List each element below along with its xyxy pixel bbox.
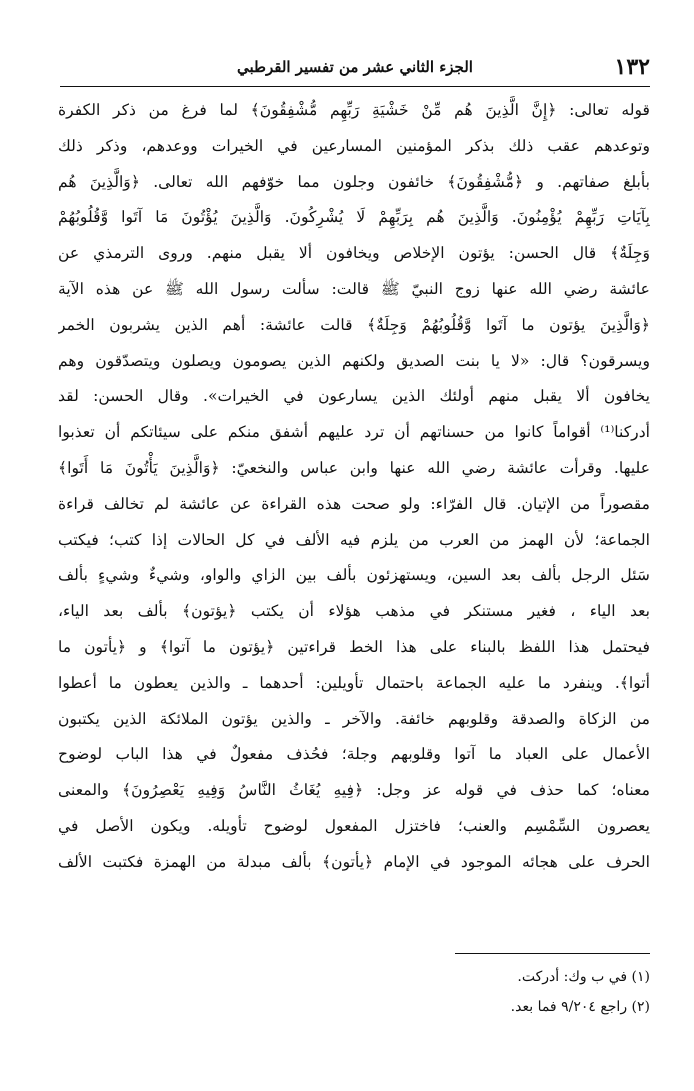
text-line: يخافون ألا يقبل منهم أولئك الذين يسارعون في الخيرات». وقال الحسن: لقد (58, 387, 650, 406)
footnotes (300, 962, 650, 1022)
text-line: أدركنا⁽¹⁾ أقواماً كانوا من حسناتهم أن ترد عليهم أشفق منكم على سيئاتكم أن تعذبوا (58, 423, 650, 442)
footnote-1: (١) في ب وك: أدركت. (517, 969, 650, 985)
page-header (60, 52, 650, 87)
text-line: الحرف على هجائه الموجود في الإمام ﴿يأتون﴾ بألف مبدلة من الهمزة فكتبت الألف (58, 852, 650, 871)
text-line: الجماعة؛ لأن الهمز من العرب من يلزم فيه الألف في كل الحالات إذا كتب؛ فيكتب (58, 530, 650, 549)
running-title: الجزء الثاني عشر من تفسير القرطبي (237, 58, 473, 76)
text-line: ﴿وَالَّذِينَ يؤتون ما آتَوا وَّقُلُوبُهُمْ وَجِلَةٌ﴾ قالت عائشة: أهم الذين يشربون الخمر (58, 315, 650, 334)
text-line: وتوعدهم عقب ذلك بذكر المؤمنين المسارعين في الخيرات ووعدهم، وذكر ذلك (58, 136, 650, 155)
text-line: عليها. وقرأت عائشة رضي الله عنها وابن عباس والنخعيّ: ﴿وَالَّذِينَ يَأْتُونَ مَا أَتَوا﴾ (58, 458, 650, 477)
text-line: معناه؛ كما حذف في قوله عز وجل: ﴿فِيهِ يُغَاثُ النَّاسُ وَفِيهِ يَعْصِرُونَ﴾ والمعنى (58, 781, 650, 800)
text-line: بأبلغ صفاتهم. و ﴿مُّشْفِقُونَ﴾ خائفون وجلون مما خوّفهم الله تعالى. ﴿وَالَّذِينَ هُم (58, 172, 650, 191)
text-line: بِآيَاتِ رَبِّهِمْ يُؤْمِنُونَ. وَالَّذِينَ هُم بِرَبِّهِمْ لَا يُشْرِكُونَ. وَالَّذِينَ يُؤْتُونَ مَا آتَوا وَّقُلُوبُهُمْ (58, 208, 650, 227)
text-line: من الزكاة والصدقة وقلوبهم خائفة. والآخر ـ والذين يؤتون الملائكة الذين يكتبون (58, 709, 650, 728)
text-line: سَئل الرجل بألف بعد السين، ويستهزئون بألف بين الزاي والواو، وشيءٌ وشيءٍ بألف (58, 566, 650, 585)
text-line: قوله تعالى: ﴿إِنَّ الَّذِينَ هُم مِّنْ خَشْيَةِ رَبِّهِم مُّشْفِقُونَ﴾ لما فرغ من ذكر الكفرة (58, 101, 650, 119)
text-line: عائشة رضي الله عنها زوج النبيّ ﷺ قالت: سألت رسول الله ﷺ عن هذه الآية (58, 279, 650, 298)
footnote-2: (٢) راجع ٩/٢٠٤ فما بعد. (510, 999, 650, 1015)
text-line: ويسرقون؟ قال: «لا يا بنت الصديق ولكنهم الذين يصومون ويصلون ويتصدّقون وهم (58, 351, 650, 370)
text-line: الأعمال على العباد ما آتوا وقلوبهم وجلة؛ فحُذف مفعولٌ في هذا الباب لوضوح (58, 745, 650, 764)
text-line: وَجِلَةٌ﴾ قال الحسن: يؤتون الإخلاص ويخافون ألا يقبل منهم. وروى الترمذي عن (58, 244, 650, 263)
text-line: فيحتمل هذا اللفظ بالبناء على هذا الخط قراءتين ﴿يؤتون ما آتوا﴾ و ﴿يأتون ما (58, 637, 650, 656)
text-line: أتوا﴾. وينفرد ما عليه الجماعة باحتمال تأويلين: أحدهما ـ والذين يعطون ما أعطوا (58, 673, 650, 692)
text-line: بعد الياء ، فغير مستنكر في مذهب هؤلاء أن يكتب ﴿يؤتون﴾ بألف بعد الياء، (58, 602, 650, 621)
text-line: يعصرون السِّمْسِم والعنب؛ فاختزل المفعول لوضوح تأويله. ويكون الأصل في (58, 816, 650, 835)
body-text (58, 93, 650, 883)
page-number: ١٣٢ (614, 54, 650, 80)
text-line: مقصوراً من الإتيان. قال الفرّاء: ولو صحت هذه القراءة عن عائشة لم تخالف قراءة (58, 494, 650, 513)
footnote-divider (455, 953, 650, 954)
